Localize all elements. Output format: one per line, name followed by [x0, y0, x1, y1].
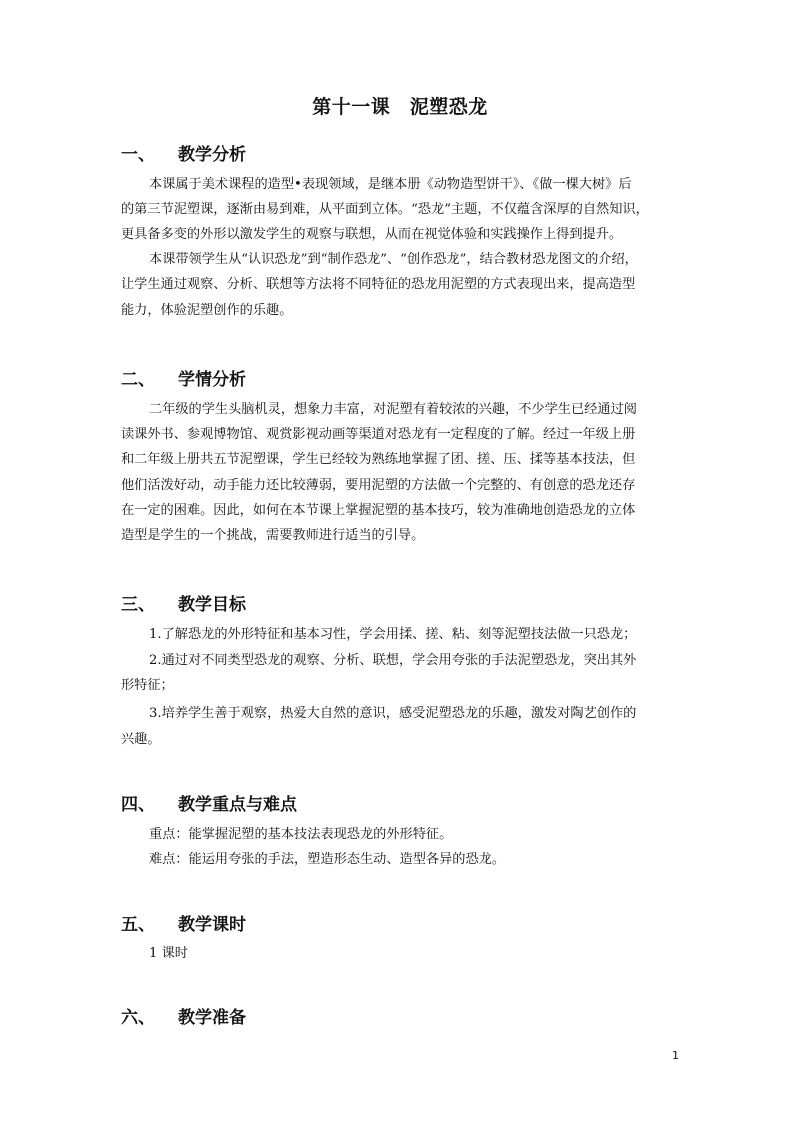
- paragraph-line: 形特征；: [121, 678, 174, 693]
- paragraph-line: 本课属于美术课程的造型•表现领域，是继本册《动物造型饼干》、《做一棵大树》后: [149, 177, 632, 192]
- section-heading: [121, 910, 246, 935]
- paragraph-line: 和二年级上册共五节泥塑课，学生已经较为熟练地掌握了团、搓、压、揉等基本技法，但: [121, 452, 636, 467]
- section-heading: [121, 140, 246, 165]
- section-title: 教学分析: [178, 145, 246, 165]
- section-number: 三、: [121, 595, 155, 615]
- paragraph-line: 1.了解恐龙的外形特征和基本习性，学会用揉、搓、粘、刻等泥塑技法做一只恐龙；: [149, 627, 637, 642]
- section-title: 教学目标: [178, 595, 246, 615]
- section-number: 四、: [121, 795, 155, 815]
- paragraph-line: 1 课时: [149, 946, 188, 961]
- paragraph-line: 重点：能掌握泥塑的基本技法表现恐龙的外形特征。: [149, 827, 453, 842]
- paragraph-line: 兴趣。: [121, 732, 161, 747]
- paragraph-line: 更具备多变的外形以激发学生的观察与联想，从而在视觉体验和实践操作上得到提升。: [121, 227, 623, 242]
- paragraph-line: 的第三节泥塑课，逐渐由易到难，从平面到立体。“恐龙”主题，不仅蕴含深厚的自然知识，: [121, 202, 649, 217]
- section-title: 教学准备: [178, 1008, 246, 1028]
- paragraph-line: 3.培养学生善于观察，热爱大自然的意识，感受泥塑恐龙的乐趣，激发对陶艺创作的: [149, 706, 637, 721]
- section-heading: [121, 790, 297, 815]
- section-heading: [121, 590, 246, 615]
- paragraph-line: 二年级的学生头脑机灵，想象力丰富，对泥塑有着较浓的兴趣，不少学生已经通过阅: [149, 402, 637, 417]
- paragraph-line: 在一定的困难。因此，如何在本节课上掌握泥塑的基本技巧，较为准确地创造恐龙的立体: [121, 503, 636, 518]
- section-number: 五、: [121, 915, 155, 935]
- section-title: 学情分析: [178, 370, 246, 390]
- paragraph-line: 2.通过对不同类型恐龙的观察、分析、联想，学会用夸张的手法泥塑恐龙，突出其外: [149, 653, 637, 668]
- section-number: 二、: [121, 370, 155, 390]
- page-number: 1: [672, 1049, 679, 1062]
- section-number: 一、: [121, 145, 155, 165]
- paragraph-line: 本课带领学生从“认识恐龙”到“制作恐龙”、“创作恐龙”，结合教材恐龙图文的介绍，: [149, 252, 638, 267]
- lesson-title: 第十一课 泥塑恐龙: [312, 96, 488, 118]
- section-title: 教学课时: [178, 915, 246, 935]
- section-heading: [121, 1003, 246, 1028]
- paragraph-line: 能力，体验泥塑创作的乐趣。: [121, 303, 293, 318]
- section-number: 六、: [121, 1008, 155, 1028]
- paragraph-line: 难点：能运用夸张的手法，塑造形态生动、造型各异的恐龙。: [149, 852, 506, 867]
- paragraph-line: 让学生通过观察、分析、联想等方法将不同特征的恐龙用泥塑的方式表现出来，提高造型: [121, 277, 636, 292]
- paragraph-line: 造型是学生的一个挑战，需要教师进行适当的引导。: [121, 528, 425, 543]
- paragraph-line: 读课外书、参观博物馆、观赏影视动画等渠道对恐龙有一定程度的了解。经过一年级上册: [121, 427, 636, 442]
- section-heading: [121, 365, 246, 390]
- paragraph-line: 他们活泼好动，动手能力还比较薄弱，要用泥塑的方法做一个完整的、有创意的恐龙还存: [121, 478, 636, 493]
- section-title: 教学重点与难点: [178, 795, 297, 815]
